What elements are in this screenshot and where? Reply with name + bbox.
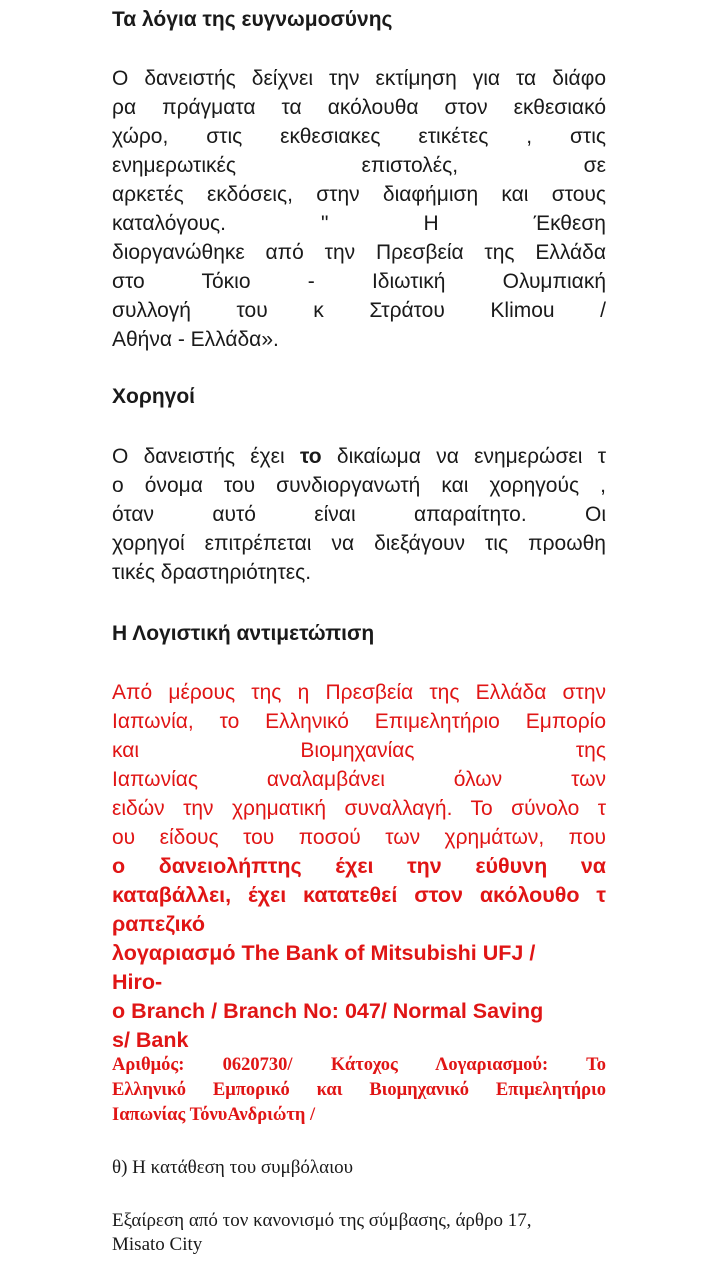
text-line: Ιαπωνίας ΤόνυΑνδριώτη / — [112, 1105, 316, 1125]
text-line: τικές δραστηριότητες. — [112, 561, 312, 584]
text-line: Ελληνικό Εμπορικό και Βιομηχανικό Επιμελητήριο — [112, 1080, 606, 1100]
text-line: αρκετές εκδόσεις, στην διαφήμιση και στους — [112, 183, 606, 206]
text-line: λογαριασμό The Bank of Mitsubishi UFJ / — [112, 941, 536, 965]
text-line: s/ Bank — [112, 1028, 189, 1052]
text-line: χορηγοί επιτρέπεται να διεξάγουν τις προωθη — [112, 532, 606, 555]
account-holder-details — [112, 1053, 606, 1128]
bank-account-details — [112, 852, 606, 1055]
text-line: συλλογή του κ Στράτου Klimou / — [112, 299, 606, 322]
text-line: o Branch / Branch No: 047/ Normal Saving — [112, 999, 544, 1023]
text-line: ο όνομα του συνδιοργανωτή και χορηγούς , — [112, 474, 606, 497]
sponsors-paragraph — [112, 442, 606, 587]
text-line: Ιαπωνία, το Ελληνικό Επιμελητήριο Εμπορίο — [112, 710, 606, 733]
text-line: Ιαπωνίας αναλαμβάνει όλων των — [112, 768, 606, 791]
text-line: Misato City — [112, 1234, 203, 1255]
text-line: Ο δανειστής έχει το δικαίωμα να ενημερώσει τ — [112, 445, 606, 468]
heading-contract-deposit: θ) Η κατάθεση του συμβόλαιου — [112, 1157, 354, 1178]
text-line: ενημερωτικές επιστολές, σε — [112, 154, 606, 177]
text-line: ραπεζικό — [112, 912, 205, 936]
text-line: ειδών την χρηματική συναλλαγή. Το σύνολο τ — [112, 797, 606, 820]
text-line: Ο δανειστής δείχνει την εκτίμηση για τα διάφο — [112, 67, 606, 90]
text-line: Από μέρους της η Πρεσβεία της Ελλάδα στην — [112, 681, 606, 704]
text-line: Αριθμός: 0620730/ Κάτοχος Λογαριασμού: Το — [112, 1055, 606, 1075]
gratitude-paragraph — [112, 64, 606, 354]
text-line: Εξαίρεση από τον κανονισμό της σύμβασης, άρθρο 17, — [112, 1210, 532, 1231]
bold-word: το — [299, 445, 322, 468]
text-line: Αθήνα - Ελλάδα». — [112, 328, 279, 351]
text-line: καταλόγους. " Η Έκθεση — [112, 212, 606, 235]
contract-paragraph — [112, 1209, 606, 1257]
text-line: καταβάλλει, έχει κατατεθεί στον ακόλουθο τ — [112, 883, 606, 907]
text-line: διοργανώθηκε από την Πρεσβεία της Ελλάδα — [112, 241, 606, 264]
accounting-paragraph — [112, 678, 606, 852]
text-line: στο Τόκιο - Ιδιωτική Ολυμπιακή — [112, 270, 606, 293]
text-line: ρα πράγματα τα ακόλουθα στον εκθεσιακό — [112, 96, 606, 119]
text-line: και Βιομηχανίας της — [112, 739, 606, 762]
heading-gratitude: Τα λόγια της ευγνωμοσύνης — [112, 8, 393, 31]
text-line: χώρο, στις εκθεσιακες ετικέτες , στις — [112, 125, 606, 148]
text-line: όταν αυτό είναι απαραίτητο. Οι — [112, 503, 606, 526]
text-line: ο δανειολήπτης έχει την εύθυνη να — [112, 854, 606, 878]
heading-accounting: Η Λογιστική αντιμετώπιση — [112, 622, 375, 645]
heading-sponsors: Χορηγοί — [112, 385, 195, 408]
text-line: Hiro- — [112, 970, 163, 994]
text-line: ου είδους του ποσού των χρημάτων, που — [112, 826, 606, 849]
